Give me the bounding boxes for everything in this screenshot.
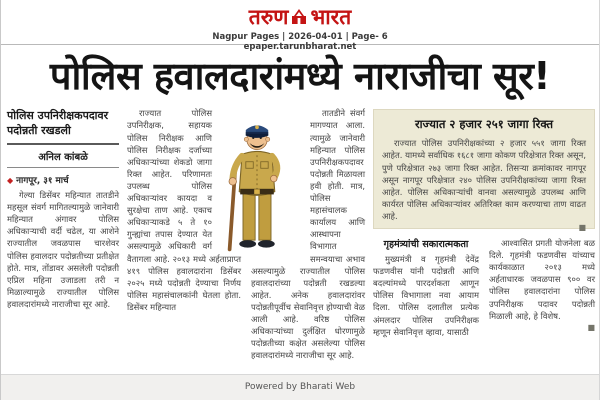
ministers-subhead: गृहमंत्र्यांची सकारात्मकता <box>383 239 469 251</box>
article-kicker: पोलिस उपनिरीक्षकपदावर पदोन्नती रखडली <box>7 109 109 138</box>
paragraph-text: आश्वासित प्रगती योजनेला बळ दिले. गृहमंत्री फडणवीस यांच्याच कार्यकाळात २०१३ मध्ये अर्हताधारक जवळपास ९०० वर पोलिस हवालदारांना पोलिस उपनिरीक्षक पदावर पदोन्नती मिळाली आहे, हे विशेष. <box>489 238 595 321</box>
dateline <box>7 174 119 186</box>
paragraph-text: राज्यात पोलिस उपनिरीक्षक, सहायक पोलिस निरीक्षक आणि पोलिस निरीक्षक दर्जाच्या अधिकाऱ्यांच्या शेकडो जागा रिक्त आहेत. परिणामतः उपलब्ध पोलिस अधिकाऱ्यांवर कायदा व सुरक्षेचा ताण आहे. एकाच अधिकाऱ्याकडे ५ ते १० गुन्ह्यांचा तपास देण्यात येत असल्यामुळे अधिकारी वर्ग वैतागला आहे. २०१३ मध्ये अर्हताप्राप्त ४१९ पोलिस हवालदारांना डिसेंबर २०२५ मध्ये पदोन्नती देण्याचा निर्णय पोलिस महासंचालकांनी घेतला होता. डिसेंबर महिन्यात <box>127 108 241 312</box>
footer-text: Powered by Bharati Web <box>244 382 356 392</box>
ministers-section <box>373 237 595 338</box>
paragraph-text: गेल्या डिसेंबर महिन्यात तातडीने महसूल संवर्ग मागितल्यामुळे जानेवारी महिन्यात अंगावर पोलिस अधिकाऱ्याची वर्दी चढेल, या आशेने राज्यातील जवळपास चारशेवर पोलिस हवालदार पदोन्नतीच्या प्रतीक्षेत होते. मात्र, तोंडावर असलेली पदोन्नती एप्रिल महिना उजाडला तरी न मिळाल्यामुळे राज्यातील पोलिस हवालदारांमध्ये नाराजीचा सूर आहे. <box>7 190 119 309</box>
masthead <box>1 0 599 52</box>
paragraph-text: तातडीने संवर्ग मागण्यात आला. त्यामुळे जानेवारी महिन्यात पोलिस उपनिरीक्षकपदावर पदोन्नती मिळायला हवी होती. मात्र, पोलिस महासंचालक कार्यालय आणि आस्थापना विभागात समन्वयाचा अभाव असल्यामुळे राज्यातील पोलिस हवालदारांच्या पदोन्नती रखडल्या आहेत. अनेक हवालदारांवर पदोन्नतीपूर्वीच सेवानिवृत्त होण्याची वेळ आली आहे. वरिष्ठ पोलिस अधिकाऱ्यांच्या दुर्लक्षित धोरणामुळे पदोन्नतीच्या कक्षेत असलेल्या पोलिस हवालदारांमध्ये नाराजीचा सूर आहे. <box>251 108 365 361</box>
article-end-marker-icon: ■ <box>578 223 586 233</box>
policeman-cartoon-illustration <box>215 109 299 263</box>
sidebar-region <box>373 107 595 337</box>
paragraph <box>7 189 119 310</box>
highlight-box-body <box>382 137 586 233</box>
paragraph <box>373 253 479 338</box>
paragraph <box>489 237 595 332</box>
footer-bar <box>1 374 599 400</box>
vacancy-highlight-box <box>373 109 595 233</box>
byline: अनिल कांबळे <box>38 152 88 164</box>
article-column-1 <box>7 107 119 310</box>
article-columns-middle <box>127 107 365 361</box>
dateline-diamond-icon: ◆ <box>7 176 14 186</box>
logo-word-left: तरुण <box>248 5 289 29</box>
newspaper-logo <box>1 3 599 31</box>
article-body <box>1 107 599 361</box>
logo-word-right: भारत <box>310 5 352 29</box>
article-end-marker-icon: ■ <box>587 322 595 332</box>
logo-emblem-icon <box>291 9 307 25</box>
divider <box>7 143 119 145</box>
paragraph-text: राज्यात पोलिस उपनिरीक्षकांच्या २ हजार ५५१ जागा रिक्त आहेत. यामध्ये सर्वाधिक १६८१ जागा कोकण परिक्षेत्रात रिक्त असून, पुणे परिक्षेत्रात २७३ जागा रिक्त आहेत. तिसऱ्या क्रमांकावर नागपूर असून नागपूर परिक्षेत्रात २४० पोलिस उपनिरीक्षकांच्या जागा रिक्त आहेत. पोलिस अधिकाऱ्यांची वानवा असल्यामुळे उपलब्ध आणि कार्यरत पोलिस अधिकाऱ्यांवर अतिरिक्त काम करण्याचा ताण वाढत आहे. <box>382 138 586 221</box>
paragraph-text: मुख्यमंत्री व गृहमंत्री देवेंद्र फडणवीस यांनी पदोन्नती आणि बदल्यांमध्ये पारदर्शकता आणून पोलिस विभागाला नवा आयाम दिला. पोलिस दलातील प्रत्येक अंमलदार पोलिस उपनिरीक्षक म्हणून सेवानिवृत्त व्हावा, यासाठी <box>373 254 479 337</box>
dateline-text: नागपूर, ३१ मार्च <box>16 176 69 187</box>
main-headline: पोलिस हवालदारांमध्ये नाराजीचा सूर! <box>49 54 551 98</box>
divider <box>7 167 119 168</box>
highlight-box-title: राज्यात २ हजार २५१ जागा रिक्त <box>414 117 554 132</box>
edition-meta: Nagpur Pages | 2026-04-01 | Page- 6 <box>212 32 388 42</box>
ministers-column-1 <box>373 237 479 338</box>
epaper-site-url: epaper.tarunbharat.net <box>243 42 357 52</box>
ministers-column-2 <box>489 237 595 338</box>
